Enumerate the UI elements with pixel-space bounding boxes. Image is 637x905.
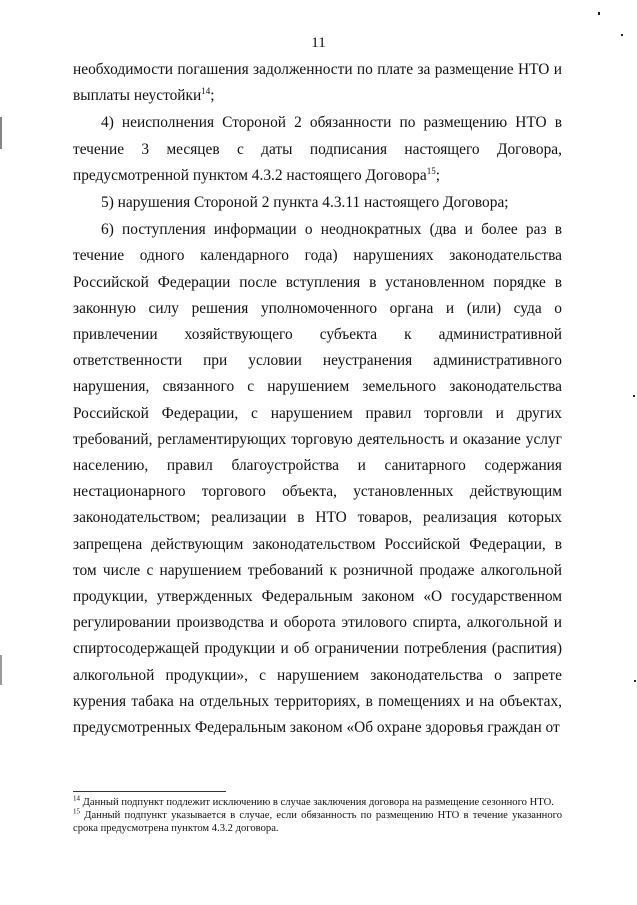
paragraph-text: 4) неисполнения Стороной 2 обязанности по размещению НТО в течение 3 месяцев с даты подписания настоящего Договора, предусмотренной пунктом 4.3.2 настоящего Договора bbox=[73, 114, 562, 184]
paragraph-text: 5) нарушения Стороной 2 пункта 4.3.11 настоящего Договора; bbox=[101, 194, 509, 212]
footnotes bbox=[73, 796, 562, 835]
scan-artifact bbox=[0, 117, 2, 149]
scan-artifact bbox=[634, 680, 636, 682]
footnote-separator bbox=[73, 791, 226, 792]
footnote-number: 14 bbox=[73, 794, 80, 803]
footnote-reference-15[interactable]: 15 bbox=[426, 165, 436, 176]
footnote-text: Данный подпункт указывается в случае, если обязанность по размещению НТО в течение указанного срока предусмотрена пунктом 4.3.2 договора. bbox=[73, 810, 562, 834]
paragraph-text: 6) поступления информации о неоднократных (два и более раз в течение одного календарного года) нарушениях законодательства Российской Федерации после вступления в установленном порядке в законную силу решения уполномоченного органа и (или) суда о привлечении хозяйствующего субъекта к административной ответственности при условии неустранения административного нарушения, связанного с нарушением земельного законодательства Российской Федерации, с нарушением правил торговли и других требований, регламентирующих торговую деятельность и оказание услуг населению, правил благоустройства и санитарного содержания нестационарного торгового объекта, установленных действующим законодательством; реализации в НТО товаров, реализация которых запрещена действующим законодательством Российской Федерации, в том числе с нарушением требований к розничной продаже алкогольной продукции, утвержденных Федеральным законом «О государственном регулировании производства и оборота этилового спирта, алкогольной и спиртосодержащей продукции и об ограничении потребления (распития) алкогольной продукции», с нарушением законодательства о запрете курения табака на отдельных территориях, в помещениях и на объектах, предусмотренных Федеральным законом «Об охране здоровья граждан от bbox=[73, 221, 562, 737]
paragraph-item-5 bbox=[73, 190, 562, 216]
paragraph-text: необходимости погашения задолженности по плате за размещение НТО и выплаты неустойки bbox=[73, 61, 562, 105]
scan-artifact bbox=[633, 395, 635, 397]
scan-artifact bbox=[621, 34, 623, 36]
page-number: 11 bbox=[311, 35, 326, 51]
paragraph-item-6 bbox=[73, 217, 562, 741]
footnote-15 bbox=[73, 809, 562, 835]
footnote-reference-14[interactable]: 14 bbox=[201, 86, 211, 97]
scan-artifact bbox=[0, 655, 2, 685]
scan-artifact bbox=[598, 12, 600, 15]
document-body bbox=[73, 57, 562, 741]
paragraph-end-punct: ; bbox=[210, 87, 215, 105]
paragraph-3-continuation bbox=[73, 57, 562, 109]
paragraph-end-punct: ; bbox=[435, 166, 440, 184]
paragraph-item-4 bbox=[73, 110, 562, 189]
footnote-number: 15 bbox=[73, 807, 80, 816]
footnote-14 bbox=[73, 796, 562, 809]
footnote-text: Данный подпункт подлежит исключению в случае заключения договора на размещение сезонного НТО. bbox=[82, 797, 554, 808]
